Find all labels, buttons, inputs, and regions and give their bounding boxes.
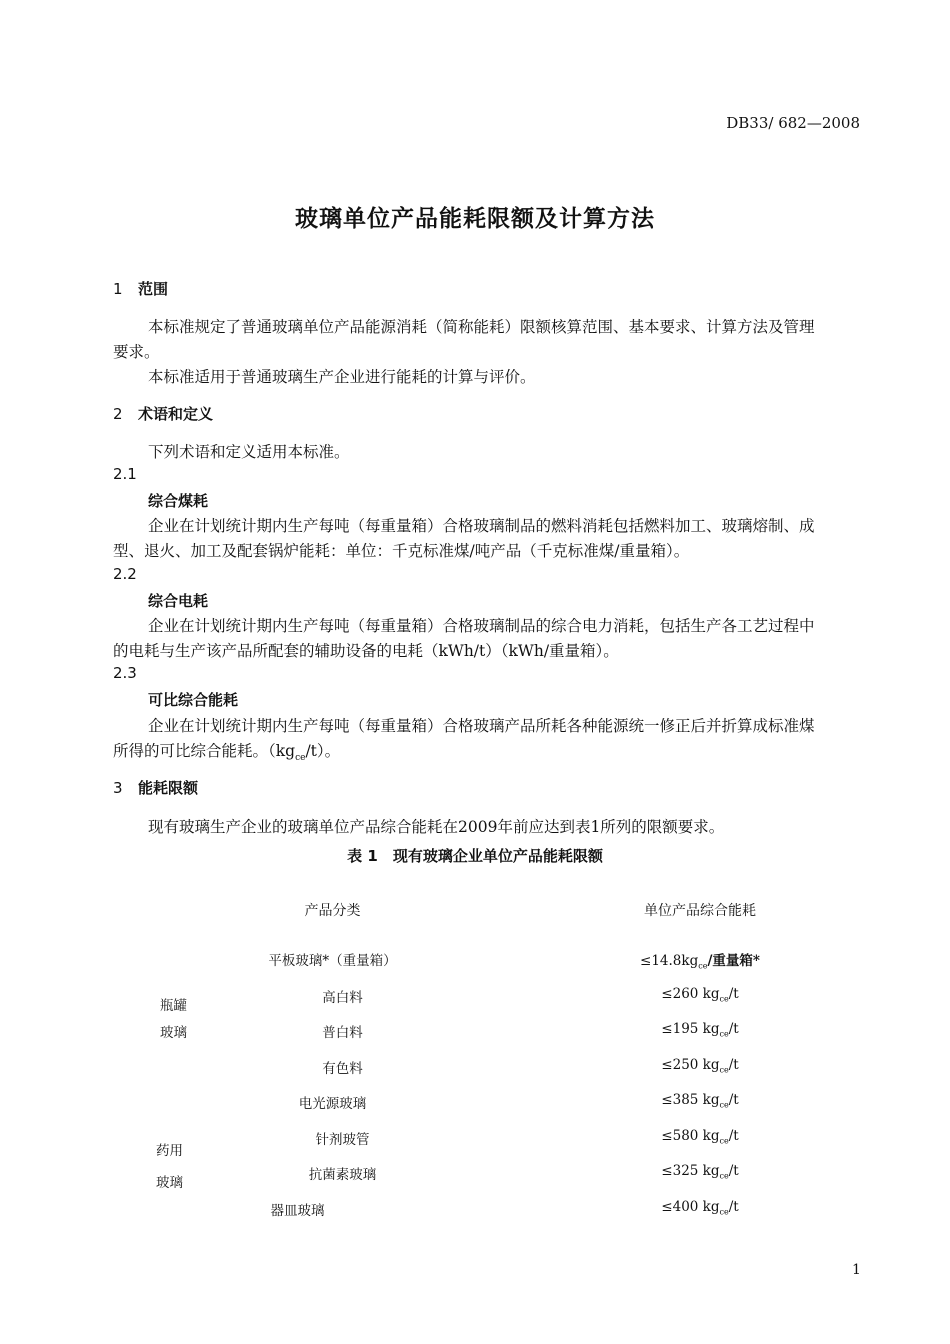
paragraph: 下列术语和定义适用本标准。 — [148, 443, 350, 461]
table-row-value — [560, 1057, 840, 1075]
text-run: /t）。 — [305, 742, 341, 760]
section-3-heading — [113, 777, 198, 798]
paragraph-line: 要求。 — [113, 343, 160, 361]
term-number: 2.2 — [113, 565, 137, 583]
term-definition-line: 的电耗与生产该产品所配套的辅助设备的电耗（kWh/t）（kWh/重量箱）。 — [113, 642, 619, 660]
subscript: ce — [719, 994, 729, 1004]
section-title: 术语和定义 — [138, 405, 214, 423]
subscript: ce — [719, 1207, 729, 1217]
text-run: 所得的可比综合能耗。（kg — [113, 742, 296, 760]
subscript: ce — [295, 753, 306, 764]
subscript: ce — [719, 1100, 729, 1110]
term-name: 综合煤耗 — [148, 492, 209, 510]
page-number: 1 — [852, 1262, 861, 1278]
section-1-heading — [113, 278, 168, 299]
value-text: ≤325 kg — [661, 1163, 720, 1179]
term-definition-line: 企业在计划统计期内生产每吨（每重量箱）合格玻璃制品的燃料消耗包括燃料加工、玻璃熔制、成 — [148, 517, 815, 535]
term-definition-line — [113, 739, 340, 763]
table-row-value — [560, 949, 840, 971]
value-text: ≤250 kg — [661, 1057, 720, 1073]
paragraph: 现有玻璃生产企业的玻璃单位产品综合能耗在2009年前应达到表1所列的限额要求。 — [148, 818, 725, 836]
table-row-name: 电光源玻璃 — [298, 1096, 367, 1112]
table-row-name: 抗菌素玻璃 — [308, 1167, 377, 1183]
section-title: 能耗限额 — [138, 779, 199, 797]
value-text: ≤580 kg — [661, 1128, 720, 1144]
table-group-label: 玻璃 — [160, 1025, 187, 1041]
section-number: 2 — [113, 405, 123, 423]
paragraph: 本标准适用于普通玻璃生产企业进行能耗的计算与评价。 — [148, 368, 536, 386]
term-definition-line: 型、退火、加工及配套锅炉能耗：单位：千克标准煤/吨产品（千克标准煤/重量箱）。 — [113, 542, 690, 560]
value-unit: /t — [728, 1163, 739, 1179]
document-title: 玻璃单位产品能耗限额及计算方法 — [295, 206, 655, 232]
table-row-value — [560, 1199, 840, 1217]
value-text: ≤385 kg — [661, 1092, 720, 1108]
table-row-value — [560, 1021, 840, 1039]
subscript: ce — [719, 1171, 729, 1181]
table-row-name: 针剂玻管 — [315, 1132, 370, 1148]
table-row-name: 高白料 — [322, 990, 363, 1006]
value-text: ≤260 kg — [661, 986, 720, 1002]
value-unit: /t — [728, 1057, 739, 1073]
table-row-value — [560, 1163, 840, 1181]
table-header-product: 产品分类 — [304, 903, 361, 919]
term-number: 2.1 — [113, 465, 137, 483]
table-row-name: 器皿玻璃 — [270, 1203, 325, 1219]
value-text: ≤195 kg — [661, 1021, 720, 1037]
subscript: ce — [719, 1136, 729, 1146]
value-text: ≤14.8kg — [640, 953, 699, 969]
section-2-heading — [113, 403, 213, 424]
term-definition-line: 企业在计划统计期内生产每吨（每重量箱）合格玻璃制品的综合电力消耗，包括生产各工艺过程中 — [148, 617, 815, 635]
table-group-label: 玻璃 — [156, 1175, 183, 1191]
value-unit: /t — [728, 1092, 739, 1108]
table-row-value — [560, 1128, 840, 1146]
term-name: 综合电耗 — [148, 592, 209, 610]
value-unit: /t — [728, 1199, 739, 1215]
table-row-name: 平板玻璃*（重量箱） — [268, 953, 397, 969]
subscript: ce — [698, 961, 708, 971]
section-number: 1 — [113, 280, 123, 298]
subscript: ce — [719, 1029, 729, 1039]
table-row-name: 有色料 — [322, 1061, 363, 1077]
paragraph-line: 本标准规定了普通玻璃单位产品能源消耗（简称能耗）限额核算范围、基本要求、计算方法及管理 — [148, 318, 815, 336]
table-row-name: 普白料 — [322, 1025, 363, 1041]
standard-code: DB33/ 682—2008 — [726, 114, 860, 132]
value-unit: /t — [728, 986, 739, 1002]
table-row-value — [560, 986, 840, 1004]
term-name: 可比综合能耗 — [148, 691, 239, 709]
value-unit: /重量箱* — [707, 953, 760, 969]
table-group-label: 瓶罐 — [160, 998, 187, 1014]
section-number: 3 — [113, 779, 123, 797]
subscript: ce — [719, 1065, 729, 1075]
table-caption: 表 1 现有玻璃企业单位产品能耗限额 — [347, 847, 603, 865]
term-definition-line: 企业在计划统计期内生产每吨（每重量箱）合格玻璃产品所耗各种能源统一修正后并折算成标准煤 — [148, 717, 815, 735]
value-unit: /t — [728, 1021, 739, 1037]
table-group-label: 药用 — [156, 1143, 183, 1159]
value-text: ≤400 kg — [661, 1199, 720, 1215]
section-title: 范围 — [138, 280, 169, 298]
value-unit: /t — [728, 1128, 739, 1144]
term-number: 2.3 — [113, 664, 137, 682]
table-header-energy: 单位产品综合能耗 — [644, 903, 756, 919]
table-row-value — [560, 1092, 840, 1110]
